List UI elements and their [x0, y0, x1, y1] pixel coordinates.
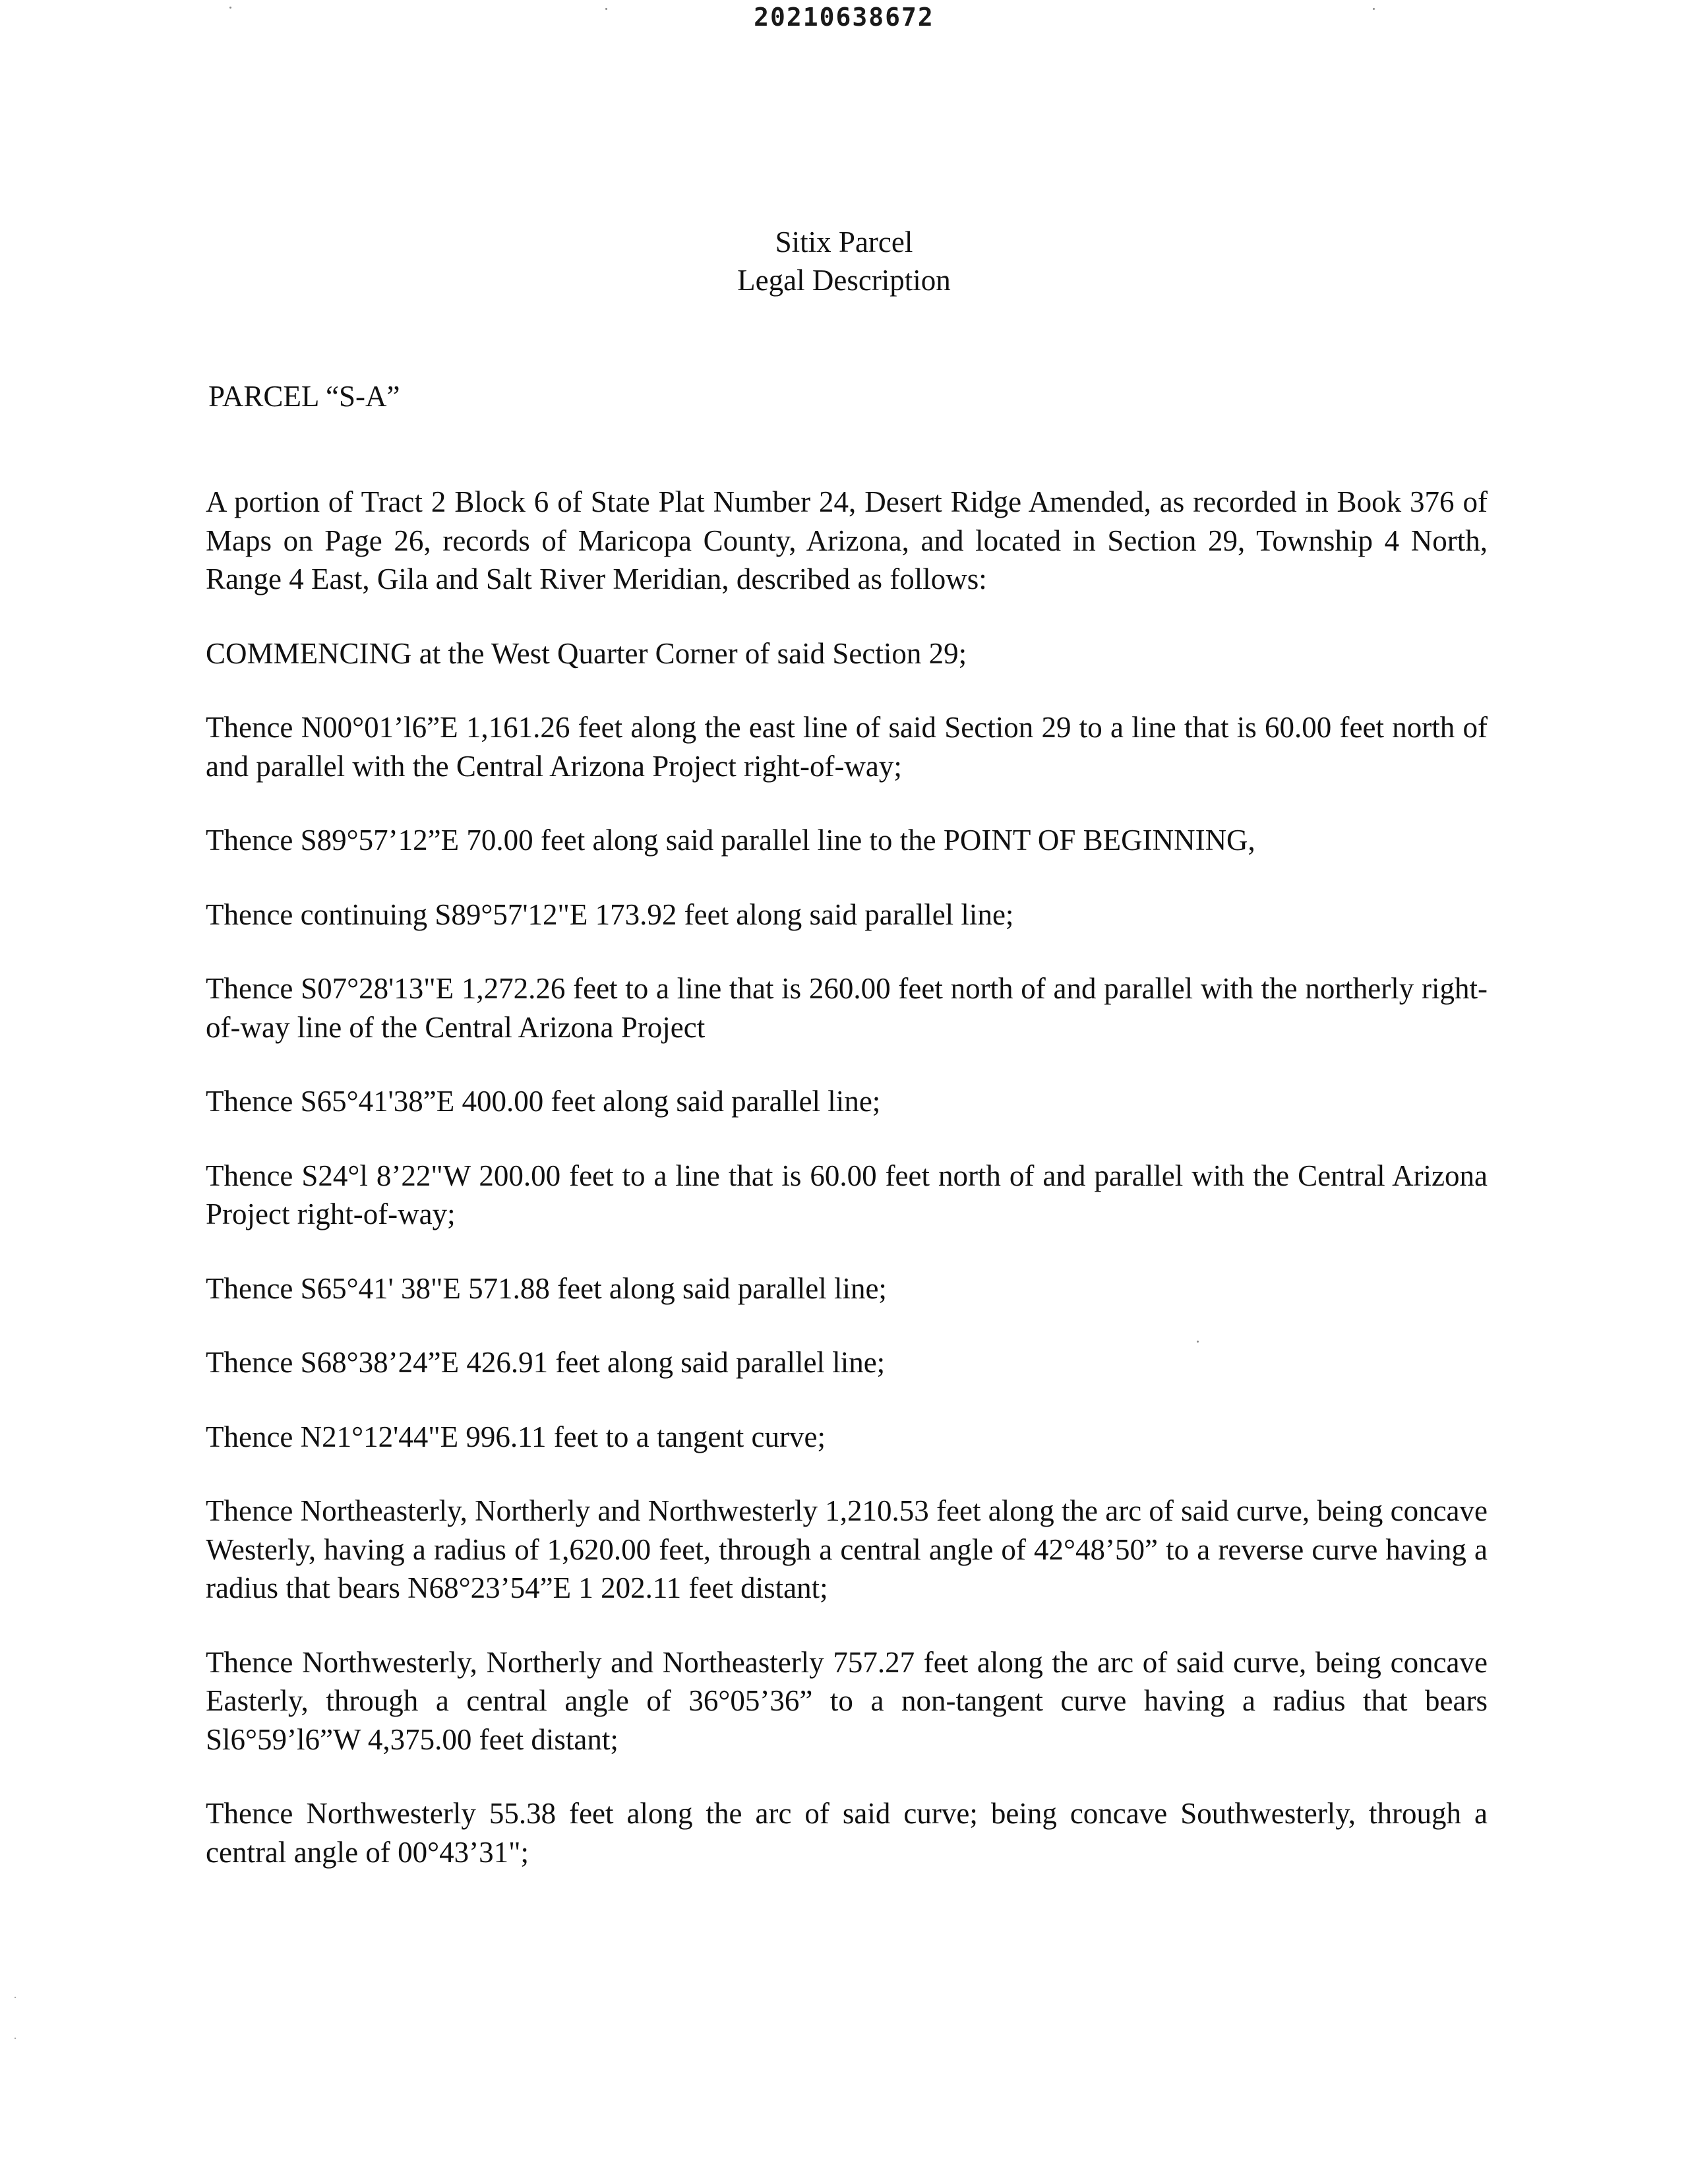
parcel-label: PARCEL “S-A” [208, 380, 400, 413]
paragraph-course: Thence continuing S89°57'12"E 173.92 feet along said parallel line; [206, 897, 1014, 931]
paragraph-course: Thence S24°l 8’22"W 200.00 feet to a line that is 60.00 feet north of and parallel with the Central Arizona Project right-of-way; [206, 1159, 1488, 1230]
paragraph-commencing: COMMENCING at the West Quarter Corner of said Section 29; [206, 636, 967, 670]
paragraph-course: Thence S89°57’12”E 70.00 feet along said parallel line to the POINT OF BEGINNING, [206, 824, 1255, 857]
paragraph-curve: Thence Northeasterly, Northerly and Northwesterly 1,210.53 feet along the arc of said curve, being concave Westerly, having a radius of 1,620.00 feet, through a central angle of 42°48’50” to a reverse curve having a radius that bears N68°23’54”E 1 202.11 feet distant; [206, 1494, 1488, 1604]
paragraph-curve: Thence Northwesterly 55.38 feet along the arc of said curve; being concave Southwesterly, through a central angle of 00°43’31"; [206, 1797, 1488, 1869]
paragraph-course: Thence S68°38’24”E 426.91 feet along said parallel line; [206, 1346, 886, 1379]
paragraph-course: Thence S07°28'13"E 1,272.26 feet to a line that is 260.00 feet north of and parallel with the northerly right- of-way line of the Central Arizona Project [206, 972, 1488, 1044]
heading-title: Sitix Parcel [775, 226, 913, 258]
paragraph-curve: Thence Northwesterly, Northerly and Northeasterly 757.27 feet along the arc of said curve, being concave Easterly, through a central angle of 36°05’36” to a non-tangent curve having a radius that bears Sl6°59’l6”W 4,375.00 feet distant; [206, 1645, 1488, 1756]
paragraph-intro: A portion of Tract 2 Block 6 of State Plat Number 24, Desert Ridge Amended, as recorded in Book 376 of Maps on Page 26, records of Maricopa County, Arizona, and located in Section 29, Township 4 North, Range 4 East, Gila and Salt River Meridian, described as follows: [206, 485, 1488, 595]
paragraph-course: Thence S65°41'38”E 400.00 feet along said parallel line; [206, 1085, 881, 1118]
paragraph-course: Thence N00°01’l6”E 1,161.26 feet along the east line of said Section 29 to a line that is 60.00 feet north of and parallel with the Central Arizona Project right-of-way; [206, 711, 1488, 783]
scan-speck [1373, 8, 1375, 10]
legal-description-body [206, 483, 1488, 1907]
document-heading [0, 223, 1688, 299]
paragraph-course: Thence S65°41' 38"E 571.88 feet along said parallel line; [206, 1271, 887, 1305]
scan-speck [15, 2038, 16, 2039]
paragraph-course: Thence N21°12'44"E 996.11 feet to a tangent curve; [206, 1420, 826, 1453]
scan-speck [15, 1997, 16, 1998]
document-number: 20210638672 [754, 3, 934, 32]
scan-speck [605, 8, 607, 10]
scan-speck [1197, 1341, 1199, 1343]
scan-speck [229, 7, 231, 9]
heading-subtitle: Legal Description [737, 264, 951, 297]
